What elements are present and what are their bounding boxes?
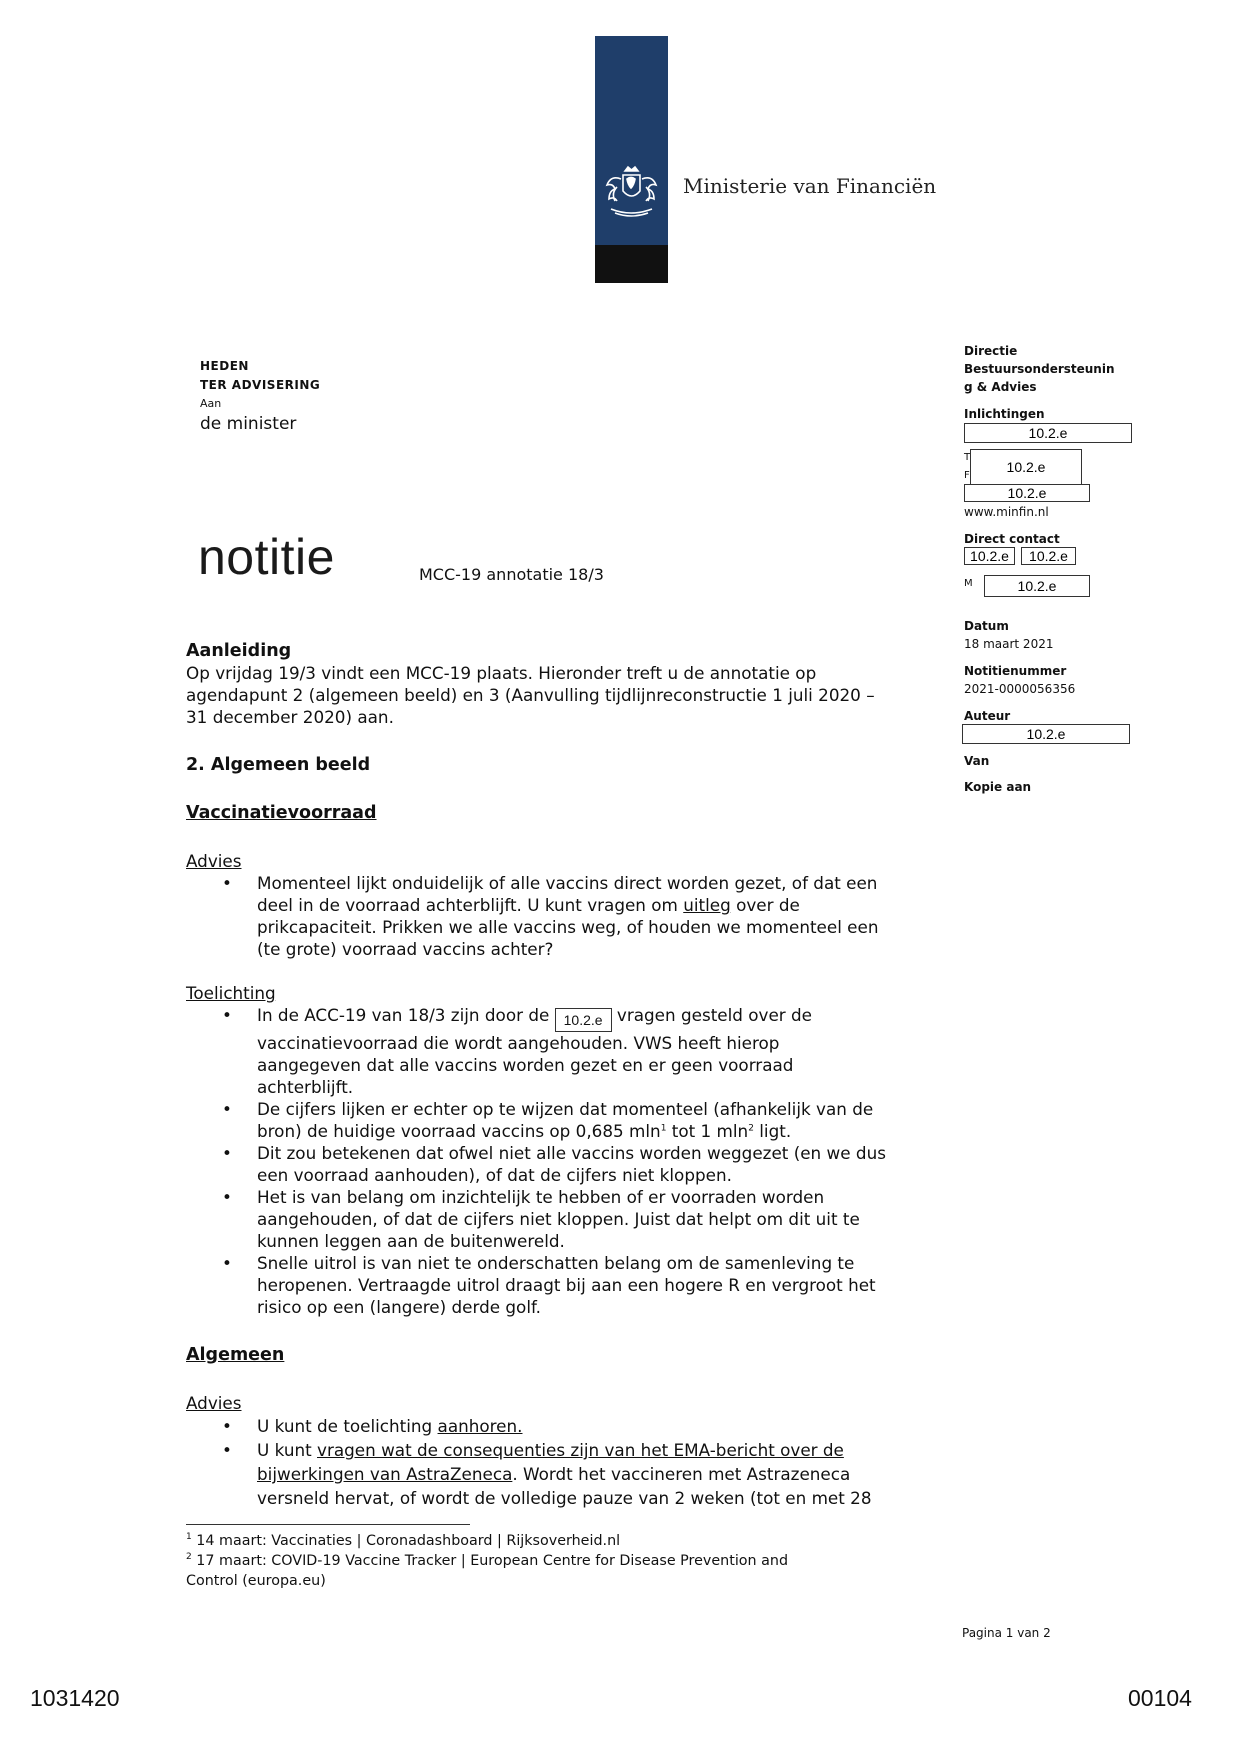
redaction-box: 10.2.e bbox=[964, 547, 1015, 565]
directie-line3: g & Advies bbox=[964, 380, 1037, 394]
notitienummer-label: Notitienummer bbox=[964, 664, 1067, 678]
paragraph-line: agendapunt 2 (algemeen beeld) en 3 (Aanvulling tijdlijnreconstructie 1 juli 2020 – bbox=[186, 685, 875, 705]
page-number: Pagina 1 van 2 bbox=[962, 1626, 1051, 1640]
redaction-box: 10.2.e bbox=[962, 724, 1130, 744]
directie-line1: Directie bbox=[964, 344, 1018, 358]
ema-link[interactable]: bijwerkingen van AstraZeneca bbox=[257, 1464, 513, 1484]
footnotes bbox=[186, 1531, 926, 1591]
logo-bar-base bbox=[595, 245, 668, 283]
footnote-1: $^1$ 14 maart: Vaccinaties | Coronadashboard | Rijksoverheid.nl bbox=[186, 1532, 621, 1549]
list-item: • U kunt de toelichting aanhoren. bbox=[186, 1414, 926, 1438]
redaction-box: 10.2.e bbox=[970, 449, 1082, 485]
list-item: • Dit zou betekenen dat ofwel niet alle vaccins worden weggezet (en we dus een voorraad aanhouden), of dat de cijfers niet kloppen. bbox=[186, 1142, 926, 1186]
paragraph-line: 31 december 2020) aan. bbox=[186, 707, 394, 727]
notitienummer-value: 2021-0000056356 bbox=[964, 682, 1076, 696]
document-subject: MCC-19 annotatie 18/3 bbox=[419, 565, 604, 584]
address-aan-label: Aan bbox=[200, 397, 222, 410]
advies-label: Advies bbox=[186, 1393, 242, 1413]
toelichting-label: Toelichting bbox=[186, 983, 276, 1003]
redaction-box: 10.2.e bbox=[984, 575, 1090, 597]
directie-line2: Bestuursondersteunin bbox=[964, 362, 1115, 376]
document-stamp-left: 1031420 bbox=[30, 1685, 120, 1711]
section-2-heading: 2. Algemeen beeld bbox=[186, 755, 371, 775]
mobile-label: M bbox=[964, 578, 973, 589]
royal-coat-of-arms-icon bbox=[597, 165, 666, 229]
document-type: notitie bbox=[198, 529, 335, 585]
address-heden: HEDEN bbox=[200, 359, 249, 373]
list-item: • U kunt vragen wat de consequenties zijn van het EMA-bericht over de bijwerkingen van AstraZeneca. Wordt het vaccineren met Astrazeneca versneld hervat, of wordt de volledige pauze van 2 weken (tot en met 28 bbox=[186, 1438, 926, 1510]
advies-label: Advies bbox=[186, 851, 242, 871]
redaction-box: 10.2.e bbox=[1021, 547, 1076, 565]
document-stamp-right: 00104 bbox=[1128, 1685, 1192, 1711]
list-item: • De cijfers lijken er echter op te wijzen dat momenteel (afhankelijk van de bron) de huidige voorraad vaccins op 0,685 mln$^1$ tot 1 mln$^2$ ligt. bbox=[186, 1098, 926, 1142]
kopie-label: Kopie aan bbox=[964, 780, 1032, 794]
ema-link[interactable]: vragen wat de consequenties zijn van het EMA-bericht over de bbox=[317, 1440, 844, 1460]
auteur-label: Auteur bbox=[964, 709, 1011, 723]
website-link[interactable]: www.minfin.nl bbox=[964, 505, 1049, 519]
address-recipient: de minister bbox=[200, 414, 297, 434]
vaccinatievoorraad-heading: Vaccinatievoorraad bbox=[186, 803, 377, 823]
list-item: • Snelle uitrol is van niet te onderschatten belang om de samenleving te heropenen. Vertraagde uitrol draagt bij aan een hogere R en vergroot het risico op een (langere) derde golf. bbox=[186, 1252, 926, 1318]
address-ter-advisering: TER ADVISERING bbox=[200, 378, 321, 392]
aanleiding-heading: Aanleiding bbox=[186, 641, 292, 661]
list-item: • Het is van belang om inzichtelijk te hebben of er voorraden worden aangehouden, of dat de cijfers niet kloppen. Juist dat helpt om dit uit te kunnen leggen aan de buitenwereld. bbox=[186, 1186, 926, 1252]
footnote-2-continued[interactable]: Control (europa.eu) bbox=[186, 1573, 326, 1589]
redaction-box: 10.2.e bbox=[964, 423, 1132, 443]
paragraph-line: Op vrijdag 19/3 vindt een MCC-19 plaats. Hieronder treft u de annotatie op bbox=[186, 663, 817, 683]
algemeen-heading: Algemeen bbox=[186, 1345, 285, 1365]
redaction-box: 10.2.e bbox=[964, 484, 1090, 502]
list-item: • Momenteel lijkt onduidelijk of alle vaccins direct worden gezet, of dat een deel in de voorraad achterblijft. U kunt vragen om uitleg over de prikcapaciteit. Prikken we alle vaccins weg, of houden we momenteel een (te grote) voorraad vaccins achter? bbox=[186, 872, 926, 960]
footnote-divider bbox=[186, 1524, 470, 1525]
redaction-box: 10.2.e bbox=[555, 1008, 612, 1032]
footnote-ref[interactable]: 1 bbox=[660, 1123, 667, 1134]
fax-label: F bbox=[964, 470, 970, 481]
inlichtingen-label: Inlichtingen bbox=[964, 407, 1045, 421]
footnote-ref[interactable]: 2 bbox=[748, 1123, 754, 1134]
ministry-name: Ministerie van Financiën bbox=[683, 174, 937, 198]
phone-label: T bbox=[964, 452, 971, 463]
footnote-2: $^2$ 17 maart: COVID-19 Vaccine Tracker | European Centre for Disease Prevention and bbox=[186, 1552, 789, 1569]
list-item: • In de ACC-19 van 18/3 zijn door de 10.2.e vragen gesteld over de vaccinatievoorraad die wordt aangehouden. VWS heeft hierop aangegeven dat alle vaccins worden gezet en er geen voorraad achterblijft. bbox=[186, 1004, 926, 1098]
document-body bbox=[186, 640, 926, 1510]
datum-label: Datum bbox=[964, 619, 1009, 633]
direct-contact-label: Direct contact bbox=[964, 532, 1060, 546]
datum-value: 18 maart 2021 bbox=[964, 637, 1054, 651]
van-label: Van bbox=[964, 754, 990, 768]
